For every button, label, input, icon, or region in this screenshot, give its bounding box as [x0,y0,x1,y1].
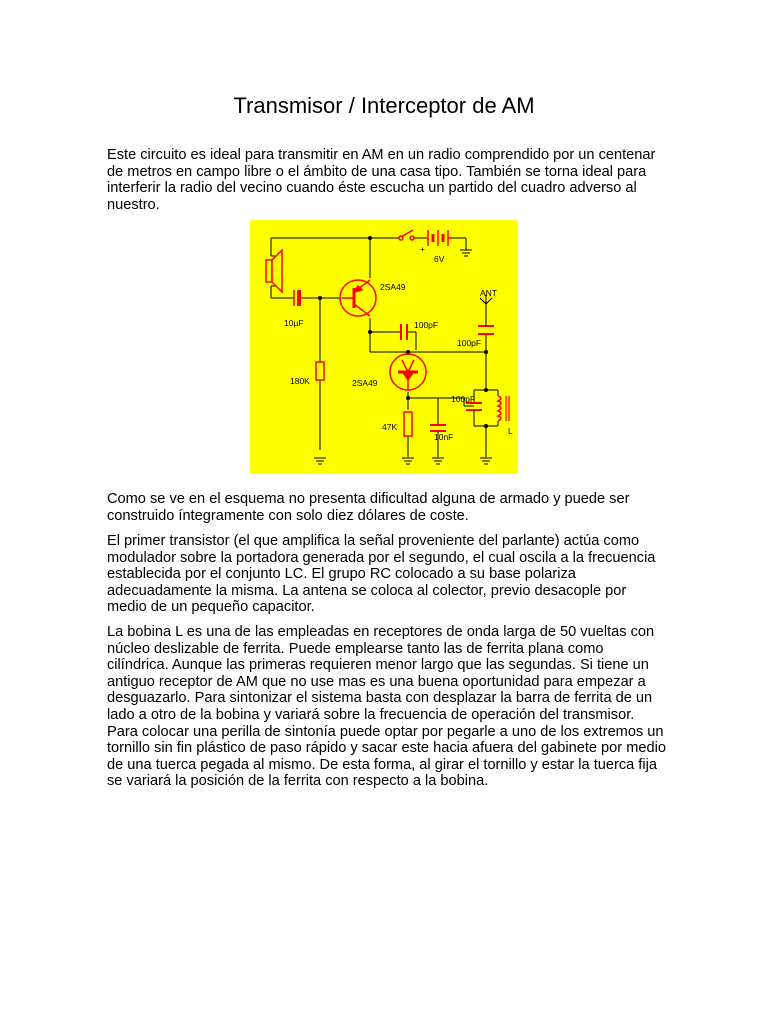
label-c-coupling: 100pF [414,320,439,330]
label-c-emitter: 10nF [434,432,454,442]
label-antenna: ANT [480,288,497,298]
label-q1: 2SA49 [380,282,406,292]
transistor-q2-icon [390,354,426,390]
resistor-47k-icon [404,412,412,436]
label-battery: 6V [434,254,445,264]
paragraph-assembly: Como se ve en el esquema no presenta dificultad alguna de armado y puede ser construido íntegramente con solo diez dólares de coste. [107,491,630,524]
page-title: Transmisor / Interceptor de AM [233,93,535,118]
label-c-tank: 100pF [451,394,476,404]
paragraph-intro: Este circuito es ideal para transmitir en AM en un radio comprendido por un centenar de metros en campo libre o el ámbito de una casa tipo. También se torna ideal para interferir la radio del vecino cuando éste escucha un partido del cuadro adverso al nuestro. [107,147,656,213]
paragraph-operation: El primer transistor (el que amplifica la señal proveniente del parlante) actúa como modulador sobre la portadora generada por el segundo, el cual oscila a la frecuencia establecida por el conjunto LC. El grupo RC colocado a su base polariza adecuadamente la misma. La antena se coloca al colector, previo desacople por medio de un pequeño capacitor. [107,533,656,616]
label-c-antenna: 100pF [457,338,482,348]
label-r-base: 180K [290,376,310,386]
label-q2: 2SA49 [352,378,378,388]
paragraph-coil: La bobina L es una de las empleadas en receptores de onda larga de 50 vueltas con núcleo deslizable de ferrita. Puede emplearse tanto las de ferrita plana como cilíndrica. Aunque las primeras requieren menor largo que las segundas. Si tiene un antiguo receptor de AM que no use mas es una buena oportunidad para empezar a desguazarlo. Para sintonizar el sistema basta con desplazar la barra de ferrita de un lado a otro de la bobina y variará sobre la frecuencia de operación del transmisor. Para colocar una perilla de sintonía puede optar por pegarle a uno de los extremos un tornillo sin fin plástico de paso rápido y sacar este hacia afuera del gabinete por medio de una tuerca pegada al mismo. De esta forma, al girar el tornillo y estar la tuerca fija se variará la posición de la ferrita con respecto a la bobina. [107,624,666,790]
label-c-input: 10µF [284,318,304,328]
transistor-q1-icon [340,280,376,316]
label-coil: L [508,426,513,436]
resistor-180k-icon [316,362,324,380]
label-battery-plus: + [420,244,425,254]
circuit-schematic [250,220,518,474]
label-r-emitter: 47K [382,422,398,432]
